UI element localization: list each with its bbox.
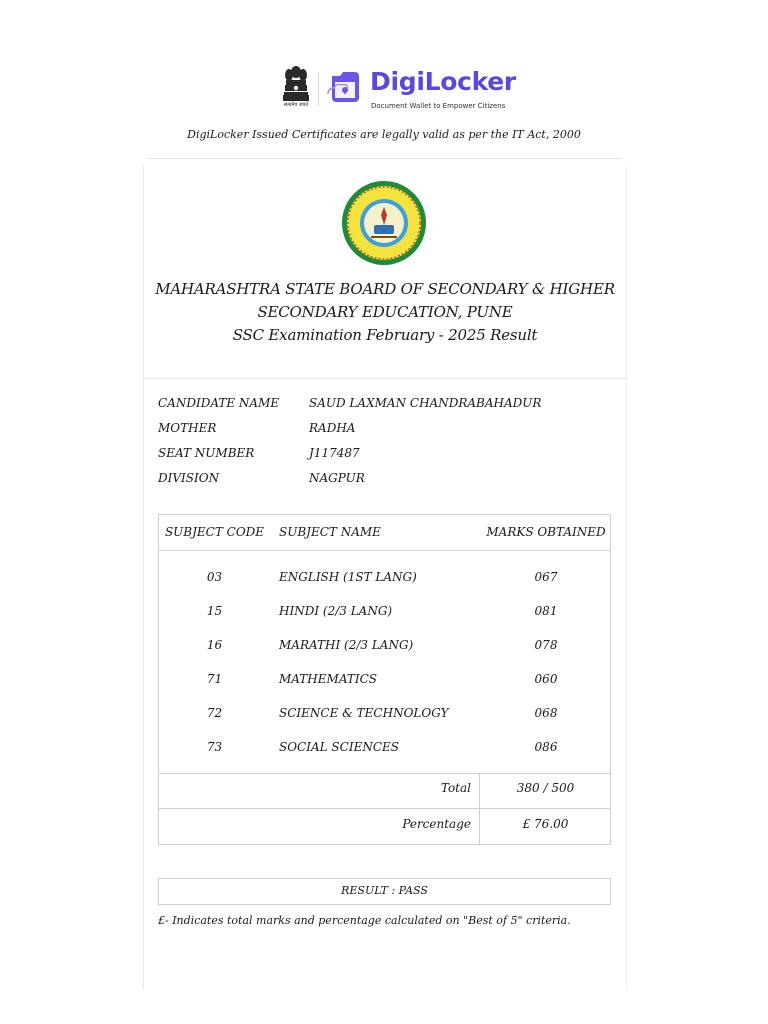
seat-number: J117487 [309,446,360,460]
subject-marks: 078 [534,638,558,652]
subject-marks: 068 [534,706,558,720]
subject-name: SOCIAL SCIENCES [279,740,399,754]
digilocker-brand: DigiLocker [370,67,516,96]
division: NAGPUR [309,471,365,485]
table-row [158,628,611,662]
total-value: 380 / 500 [516,781,575,795]
digilocker-header [0,58,768,118]
field-label: DIVISION [158,471,220,485]
divider [143,378,627,379]
footnote: £- Indicates total marks and percentage calculated on "Best of 5" criteria. [158,914,571,927]
legal-validity-note: DigiLocker Issued Certificates are legally valid as per the IT Act, 2000 [187,128,581,141]
subject-name: MARATHI (2/3 LANG) [279,638,414,652]
digilocker-logo-icon [326,68,366,106]
total-label: Total [440,781,471,795]
column-header-marks: MARKS OBTAINED [481,514,611,550]
subject-code: 03 [206,570,223,585]
subject-name: HINDI (2/3 LANG) [279,604,393,618]
header-divider [318,72,319,106]
marks-summary [158,773,611,845]
column-header-name: SUBJECT NAME [271,514,481,550]
digilocker-tagline: Document Wallet to Empower Citizens [371,102,506,110]
subject-name: ENGLISH (1ST LANG) [279,570,417,585]
subject-code: 73 [206,740,223,754]
field-label: MOTHER [158,421,217,435]
table-row [158,662,611,696]
table-row [158,550,611,594]
field-label: CANDIDATE NAME [158,396,280,410]
subject-name: MATHEMATICS [279,672,377,686]
marks-table [158,514,611,764]
subject-code: 71 [206,672,223,686]
subject-marks: 067 [534,570,558,585]
table-header-row [158,514,611,550]
table-row [158,730,611,764]
percentage-label: Percentage [402,817,471,831]
divider [158,808,611,809]
column-header-code: SUBJECT CODE [158,514,271,550]
subject-marks: 060 [534,672,558,686]
table-row [158,696,611,730]
field-label: SEAT NUMBER [158,446,255,460]
subject-marks: 086 [534,740,558,754]
exam-title: SSC Examination February - 2025 Result [232,326,538,344]
msbshse-seal-icon [341,180,427,266]
subject-code: 16 [206,638,223,652]
subject-marks: 081 [534,604,558,618]
divider [148,158,622,159]
board-name-line1: MAHARASHTRA STATE BOARD OF SECONDARY & HIGHER [155,280,615,298]
candidate-name: SAUD LAXMAN CHANDRABAHADUR [309,396,542,410]
mother-name: RADHA [309,421,356,435]
subject-name: SCIENCE & TECHNOLOGY [279,706,449,720]
percentage-value: £ 76.00 [522,817,569,831]
emblem-caption: सत्यमेव जयते [283,102,309,108]
subject-code: 15 [206,604,223,618]
subject-code: 72 [206,706,223,720]
divider [158,773,611,774]
table-row [158,594,611,628]
board-heading [143,278,627,347]
board-name-line2: SECONDARY EDUCATION, PUNE [257,303,513,321]
result-status: RESULT : PASS [158,878,611,905]
